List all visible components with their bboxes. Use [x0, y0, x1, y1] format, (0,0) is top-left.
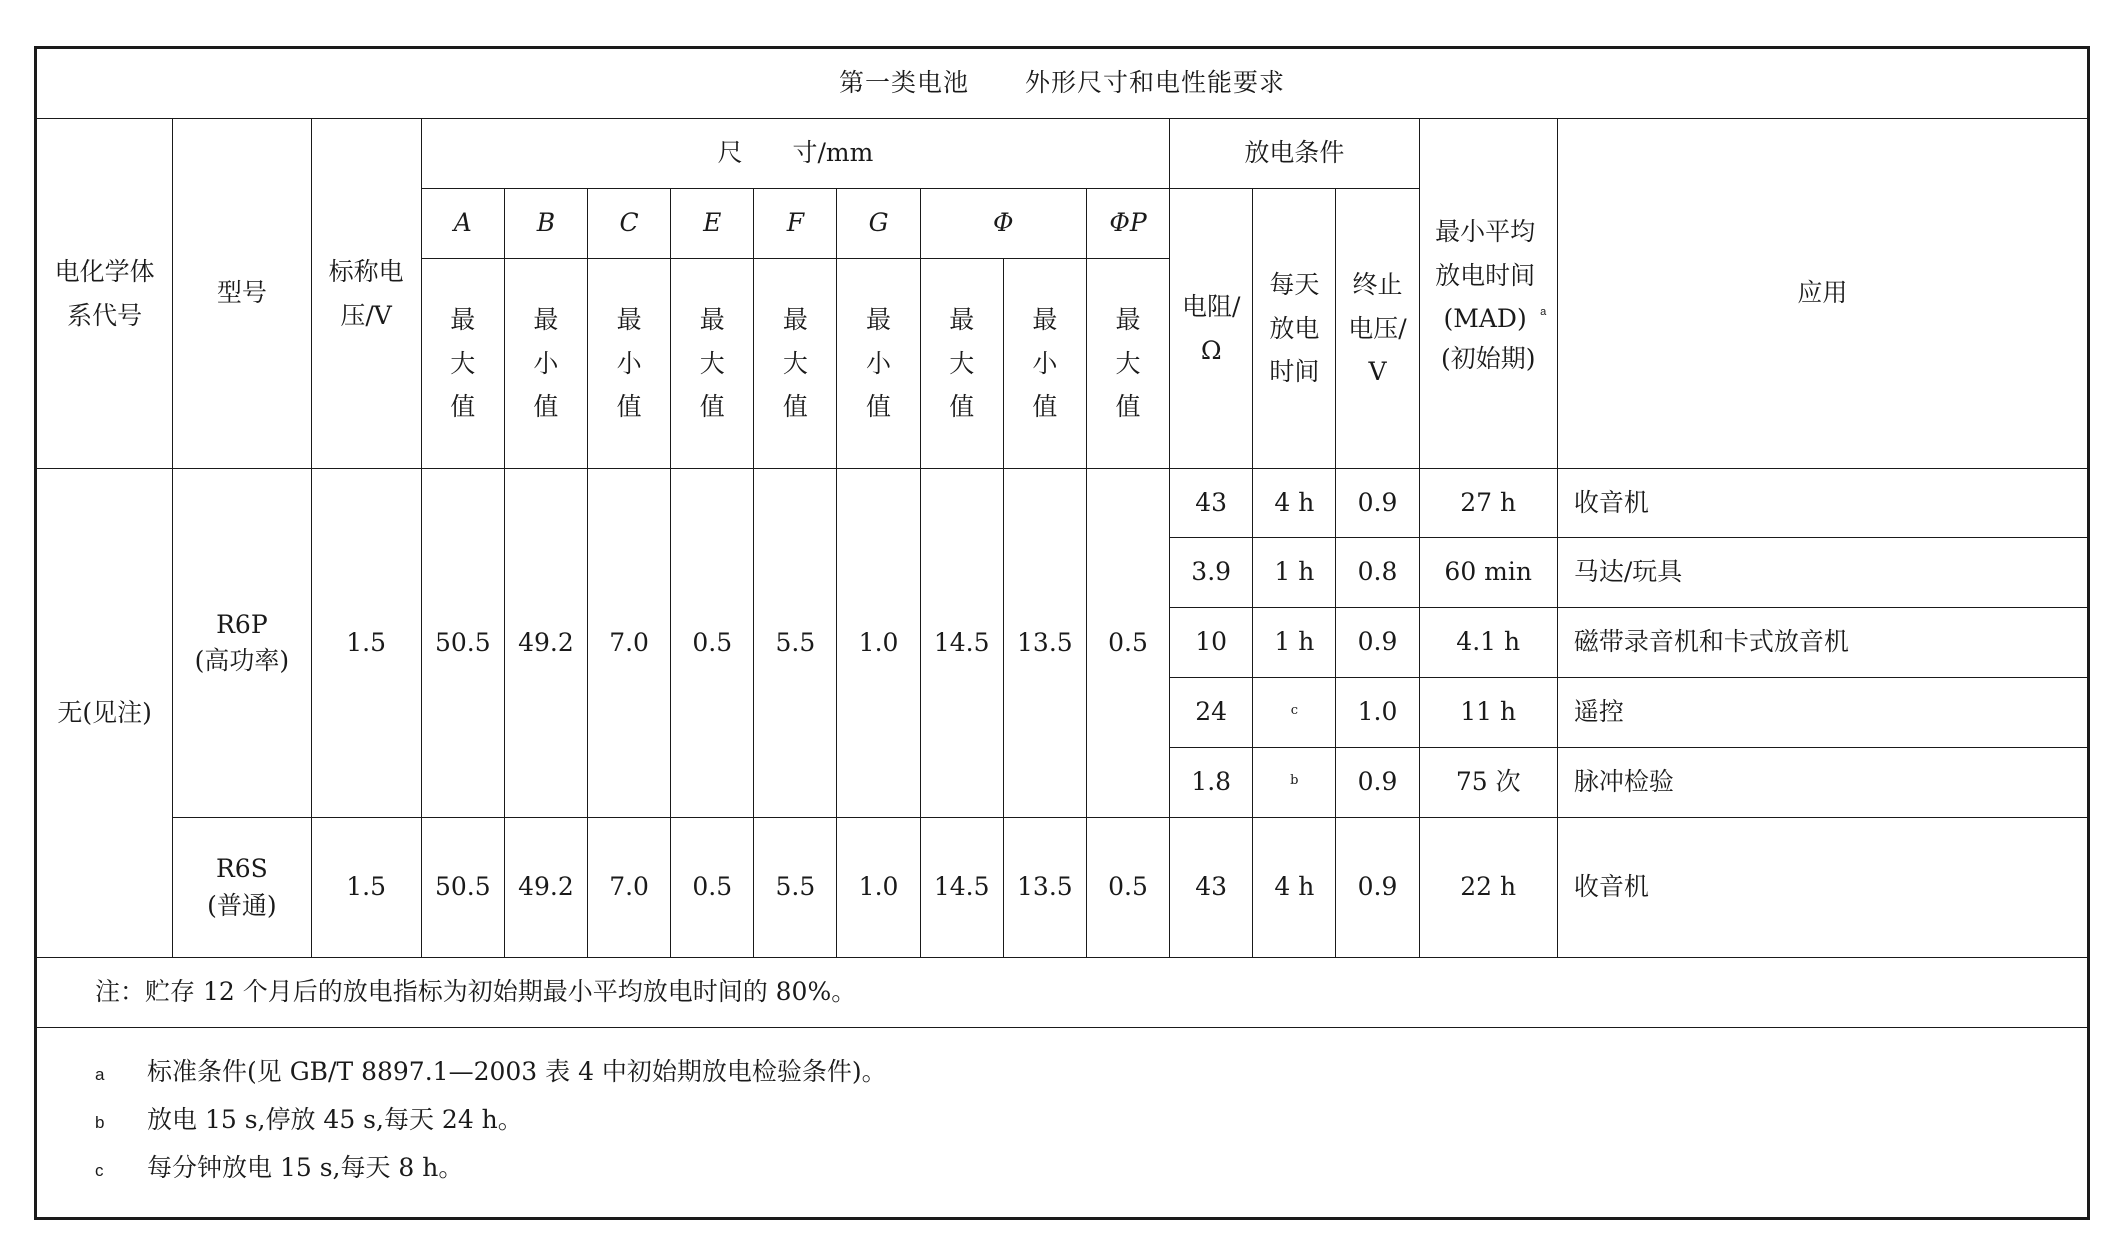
dim-letter-phi: Φ: [920, 189, 1086, 259]
voltage-r6p: 1.5: [311, 469, 421, 818]
resistance-value: 24: [1170, 678, 1253, 748]
dim-value: 1.0: [837, 818, 920, 958]
resistance-value: 3.9: [1170, 538, 1253, 608]
dim-value: 49.2: [504, 818, 587, 958]
daily-time-value: b: [1253, 748, 1336, 818]
end-voltage-value: 0.9: [1336, 608, 1419, 678]
resistance-value: 1.8: [1170, 748, 1253, 818]
daily-time-value: c: [1253, 678, 1336, 748]
dim-value: 13.5: [1003, 469, 1086, 818]
footnote-text: 放电 15 s,停放 45 s,每天 24 h。: [147, 1105, 523, 1134]
daily-time-value: 4 h: [1253, 818, 1336, 958]
battery-spec-table: [34, 46, 2090, 1220]
limit-label: 最大值: [421, 259, 504, 469]
header-end-voltage: 终止电压/V: [1336, 189, 1419, 469]
dim-letter-phi-p: ΦP: [1086, 189, 1169, 259]
resistance-value: 43: [1170, 469, 1253, 538]
mad-value: 4.1 h: [1419, 608, 1557, 678]
dim-letter-A: A: [421, 189, 504, 259]
header-mad: 最小平均放电时间(MAD) $^a$ (初始期): [1419, 119, 1557, 469]
dim-letter-F: F: [754, 189, 837, 259]
dim-letter-C: C: [588, 189, 671, 259]
footnote-mark: c: [95, 1161, 104, 1180]
dim-value: 5.5: [754, 469, 837, 818]
dim-value: 50.5: [421, 469, 504, 818]
header-dimensions: 尺 寸/mm: [421, 119, 1169, 189]
end-voltage-value: 0.9: [1336, 469, 1419, 538]
mad-value: 11 h: [1419, 678, 1557, 748]
dim-letter-G: G: [837, 189, 920, 259]
header-daily-time: 每天放电时间: [1253, 189, 1336, 469]
header-chem-code: 电化学体系代号: [36, 119, 173, 469]
footnote-mark: b: [95, 1113, 105, 1132]
header-model: 型号: [173, 119, 311, 469]
application-value: 磁带录音机和卡式放音机: [1557, 608, 2088, 678]
header-discharge-conditions: 放电条件: [1170, 119, 1419, 189]
daily-time-value: 1 h: [1253, 538, 1336, 608]
title-part-1: 第一类电池: [838, 68, 969, 98]
dim-value: 0.5: [671, 469, 754, 818]
dim-value: 13.5: [1003, 818, 1086, 958]
voltage-r6s: 1.5: [311, 818, 421, 958]
end-voltage-value: 1.0: [1336, 678, 1419, 748]
dim-value: 7.0: [588, 469, 671, 818]
chem-code-value: 无(见注): [36, 469, 173, 958]
limit-label: 最大值: [671, 259, 754, 469]
model-r6s: R6S (普通): [173, 818, 311, 958]
resistance-value: 43: [1170, 818, 1253, 958]
dim-value: 14.5: [920, 469, 1003, 818]
header-resistance: 电阻/Ω: [1170, 189, 1253, 469]
footnote-c: [95, 1150, 2087, 1198]
dim-value: 49.2: [504, 469, 587, 818]
mad-value: 75 次: [1419, 748, 1557, 818]
footnote-a: [95, 1054, 2087, 1102]
footnote-mark: a: [95, 1065, 105, 1084]
mad-value: 27 h: [1419, 469, 1557, 538]
application-value: 马达/玩具: [1557, 538, 2088, 608]
dim-value: 14.5: [920, 818, 1003, 958]
resistance-value: 10: [1170, 608, 1253, 678]
footnote-b: [95, 1102, 2087, 1150]
daily-time-value: 1 h: [1253, 608, 1336, 678]
application-value: 收音机: [1557, 469, 2088, 538]
dim-value: 5.5: [754, 818, 837, 958]
mad-value: 60 min: [1419, 538, 1557, 608]
limit-label: 最小值: [504, 259, 587, 469]
header-application: 应用: [1557, 119, 2088, 469]
limit-label: 最大值: [754, 259, 837, 469]
footnotes: [36, 1028, 2089, 1219]
limit-label: 最小值: [588, 259, 671, 469]
model-r6p: R6P (高功率): [173, 469, 311, 818]
dim-value: 7.0: [588, 818, 671, 958]
end-voltage-value: 0.9: [1336, 818, 1419, 958]
title-part-2: 外形尺寸和电性能要求: [1025, 68, 1286, 98]
header-voltage: 标称电压/V: [311, 119, 421, 469]
limit-label: 最大值: [1086, 259, 1169, 469]
table-title: [36, 48, 2089, 119]
limit-label: 最大值: [920, 259, 1003, 469]
application-value: 遥控: [1557, 678, 2088, 748]
limit-label: 最小值: [837, 259, 920, 469]
dim-value: 0.5: [1086, 469, 1169, 818]
application-value: 收音机: [1557, 818, 2088, 958]
daily-time-value: 4 h: [1253, 469, 1336, 538]
end-voltage-value: 0.8: [1336, 538, 1419, 608]
dim-letter-B: B: [504, 189, 587, 259]
application-value: 脉冲检验: [1557, 748, 2088, 818]
dim-value: 50.5: [421, 818, 504, 958]
mad-value: 22 h: [1419, 818, 1557, 958]
dim-value: 1.0: [837, 469, 920, 818]
footnote-text: 标准条件(见 GB/T 8897.1—2003 表 4 中初始期放电检验条件)。: [147, 1057, 887, 1086]
footnote-text: 每分钟放电 15 s,每天 8 h。: [147, 1153, 464, 1182]
dim-value: 0.5: [1086, 818, 1169, 958]
end-voltage-value: 0.9: [1336, 748, 1419, 818]
limit-label: 最小值: [1003, 259, 1086, 469]
dim-value: 0.5: [671, 818, 754, 958]
table-note: 注：贮存 12 个月后的放电指标为初始期最小平均放电时间的 80%。: [36, 958, 2089, 1028]
dim-letter-E: E: [671, 189, 754, 259]
